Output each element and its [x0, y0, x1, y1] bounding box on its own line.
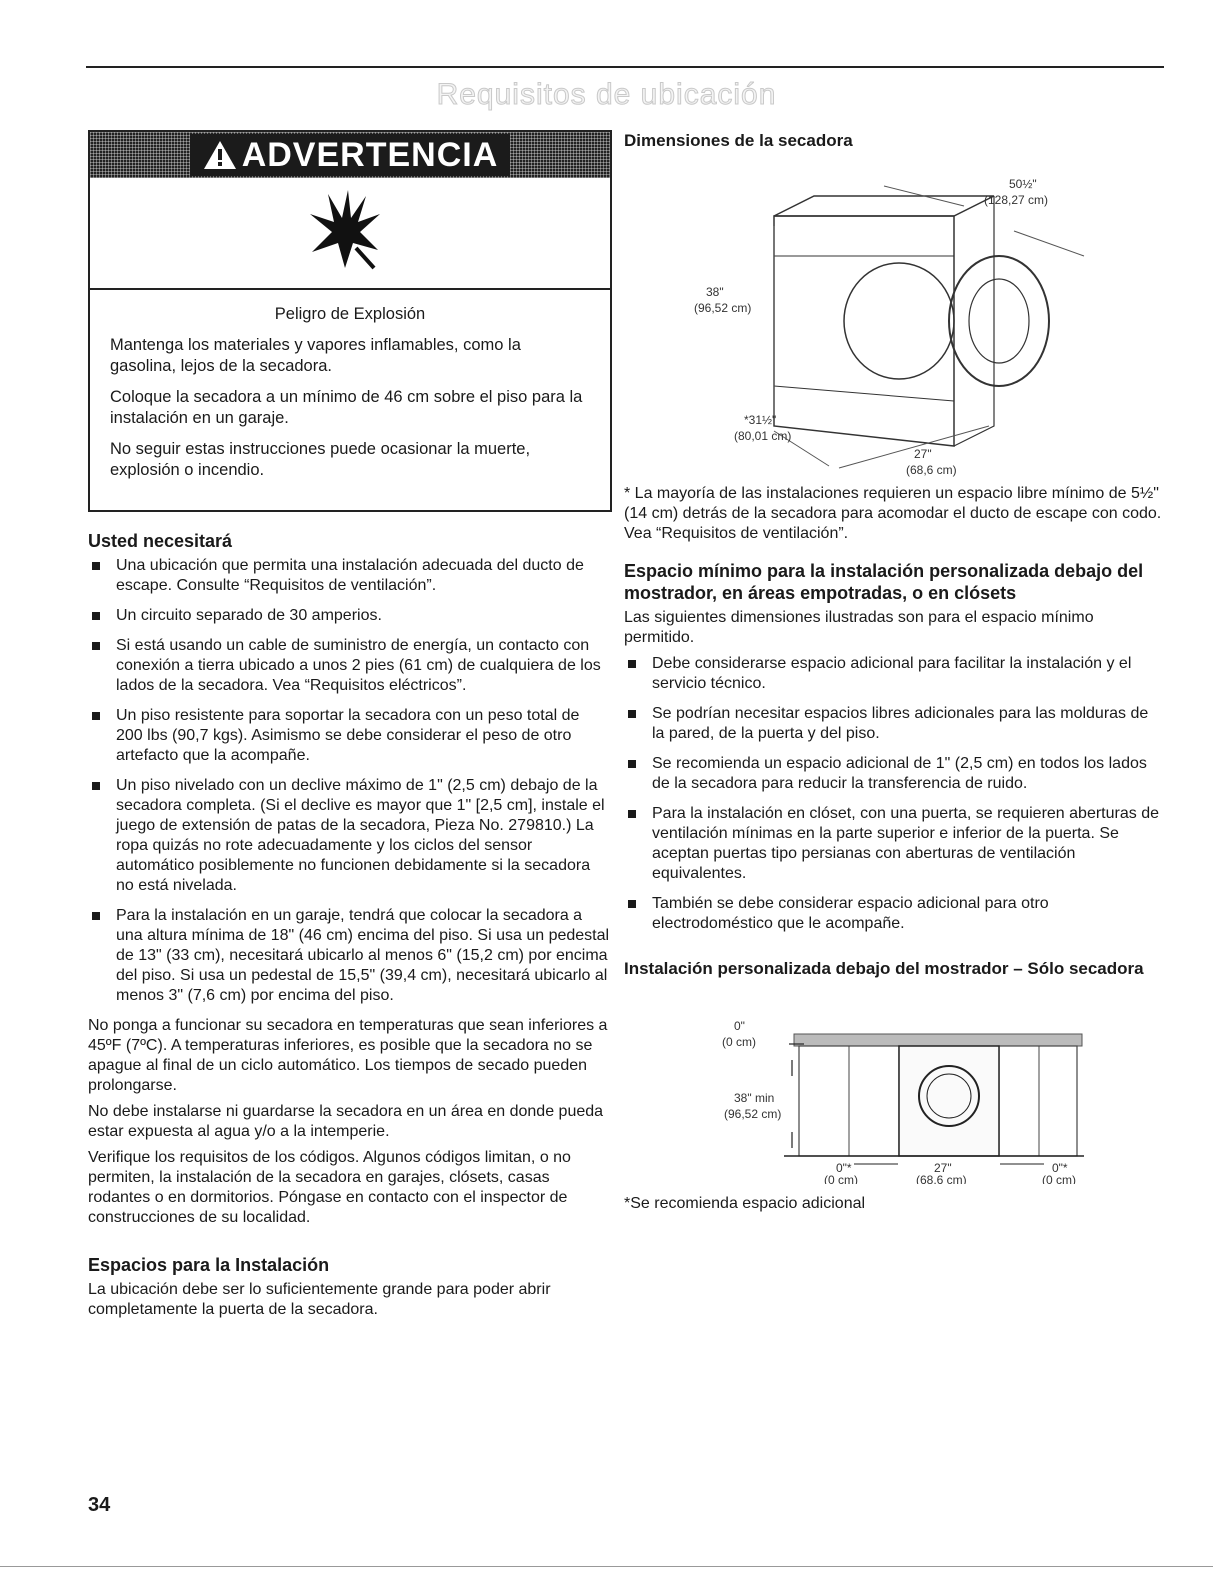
warning-label: ADVERTENCIA: [241, 135, 499, 174]
width-label: 50½": [1009, 177, 1037, 191]
height-label: 38": [706, 285, 724, 299]
espacios-text: La ubicación debe ser lo suficientemente grande para poder abrir completamente la puerta de la secadora.: [88, 1281, 551, 1318]
list-item: Se recomienda un espacio adicional de 1" (2,5 cm) en todos los lados de la secadora para reducir la transferencia de ruido.: [624, 754, 1164, 794]
usted-heading: Usted necesitará: [88, 531, 233, 551]
list-item: Un piso resistente para soportar la secadora con un peso total de 200 lbs (90,7 kgs). Asimismo se debe considerar el peso de otro artefacto que la acompañe.: [88, 706, 610, 766]
top-clearance-label: 0": [734, 1019, 745, 1033]
undercounter-figure: [624, 984, 1164, 1184]
height-cm: (96,52 cm): [694, 301, 752, 315]
paragraph: Verifique los requisitos de los códigos. Algunos códigos limitan, o no permiten, la instalación de la secadora en garajes, clósets, casas rodantes o en dormitorios. Póngase en contacto con el inspector de construcciones de su localidad.: [88, 1149, 571, 1226]
paragraph: No ponga a funcionar su secadora en temperaturas que sean inferiores a 45ºF (7ºC). A temperaturas inferiores, es posible que la secadora no se apague al final de un ciclo automático. Los tiempos de secado pueden prolongarse.: [88, 1017, 608, 1094]
dimensiones-note: * La mayoría de las instalaciones requieren un espacio libre mínimo de 5½" (14 cm) detrás de la secadora para acomodar el ducto de escape con codo. Vea “Requisitos de ventilación”.: [624, 485, 1162, 542]
warning-paragraph: Coloque la secadora a un mínimo de 46 cm sobre el piso para la instalación en un garaje.: [110, 388, 583, 427]
mostrador-note: *Se recomienda espacio adicional: [624, 1195, 866, 1212]
right-column: [624, 130, 1164, 1220]
right-clearance-label: 0"*: [1052, 1161, 1068, 1175]
depth-cm: (80,01 cm): [734, 429, 792, 443]
warning-paragraph: No seguir estas instrucciones puede ocasionar la muerte, explosión o incendio.: [110, 440, 531, 479]
height-min-cm: (96,52 cm): [724, 1107, 782, 1121]
warning-paragraph: Mantenga los materiales y vapores inflamables, como la gasolina, lejos de la secadora.: [110, 336, 521, 375]
warning-header: [90, 132, 610, 178]
paragraph: No debe instalarse ni guardarse la secadora en un área en donde pueda estar expuesta al agua y/o a la intemperie.: [88, 1103, 604, 1140]
list-item: Una ubicación que permita una instalación adecuada del ducto de escape. Consulte “Requisitos de ventilación”.: [88, 556, 610, 596]
front-cm: (68,6 cm): [906, 463, 957, 477]
list-item: Para la instalación en un garaje, tendrá que colocar la secadora a una altura mínima de 18" (46 cm) encima del piso. Si usa un pedestal de 13" (33 cm), necesitará ubicarlo al menos 6" (15,2 cm) por encima del piso. Si usa un pedestal de 15,5" (39,4 cm), necesitará ubicarlo al menos 3" (7,6 cm) por encima del piso.: [88, 906, 610, 1006]
list-item: Para la instalación en clóset, con una puerta, se requieren aberturas de ventilación mínimas en la parte superior e inferior de la puerta. Se aceptan puertas tipo persianas con aberturas de ventilación equivalentes.: [624, 804, 1164, 884]
espacio-minimo-heading: Espacio mínimo para la instalación personalizada debajo del mostrador, en áreas empotradas, o en clósets: [624, 561, 1144, 603]
warning-title: Peligro de Explosión: [274, 305, 426, 323]
width-cm: (128,27 cm): [984, 193, 1049, 207]
right-clearance-cm: (0 cm): [1042, 1173, 1076, 1184]
depth-label: *31½": [744, 413, 777, 427]
dimensiones-heading: Dimensiones de la secadora: [624, 131, 853, 150]
list-item: Se podrían necesitar espacios libres adicionales para las molduras de la pared, de la puerta y del piso.: [624, 704, 1164, 744]
bottom-rule: [0, 1566, 1213, 1567]
top-clearance-cm: (0 cm): [722, 1035, 756, 1049]
dryer-dimensions-figure: [624, 156, 1164, 496]
explosion-icon: [308, 188, 382, 270]
warning-triangle-icon: [202, 139, 238, 171]
espacios-heading: Espacios para la Instalación: [88, 1255, 330, 1275]
left-clearance-label: 0"*: [836, 1161, 852, 1175]
height-min-label: 38" min: [734, 1091, 775, 1105]
left-clearance-cm: (0 cm): [824, 1173, 858, 1184]
warning-box: [88, 130, 612, 512]
list-item: Un piso nivelado con un declive máximo de 1" (2,5 cm) debajo de la secadora completa. (Si el declive es mayor que 1" [2,5 cm], instale el juego de extensión de patas de la secadora, Pieza No. 279810.) La ropa quizás no rote adecuadamente y los ciclos del sensor automático posiblemente no funcionen debidamente si la secadora no está nivelada.: [88, 776, 610, 896]
front-label: 27": [914, 447, 932, 461]
espacio-minimo-list: [624, 654, 1164, 934]
mostrador-heading: Instalación personalizada debajo del mostrador – Sólo secadora: [624, 959, 1144, 978]
width-label: 27": [934, 1161, 952, 1175]
page-title: Requisitos de ubicación: [436, 78, 777, 111]
list-item: Debe considerarse espacio adicional para facilitar la instalación y el servicio técnico.: [624, 654, 1164, 694]
undercounter-diagram: [624, 984, 1164, 1184]
top-rule: [86, 66, 1164, 68]
page-number: 34: [88, 1494, 111, 1516]
list-item: Si está usando un cable de suministro de energía, un contacto con conexión a tierra ubicado a unos 2 pies (61 cm) de cualquiera de los lados de la secadora. Vea “Requisitos eléctricos”.: [88, 636, 610, 696]
dryer-diagram: [624, 156, 1164, 486]
list-item: Un circuito separado de 30 amperios.: [88, 606, 610, 626]
list-item: También se debe considerar espacio adicional para otro electrodoméstico que le acompañe.: [624, 894, 1164, 934]
espacio-minimo-intro: Las siguientes dimensiones ilustradas son para el espacio mínimo permitido.: [624, 609, 1094, 646]
usted-list: [88, 556, 610, 1006]
width-cm: (68,6 cm): [916, 1173, 967, 1184]
left-column: [88, 130, 610, 1326]
